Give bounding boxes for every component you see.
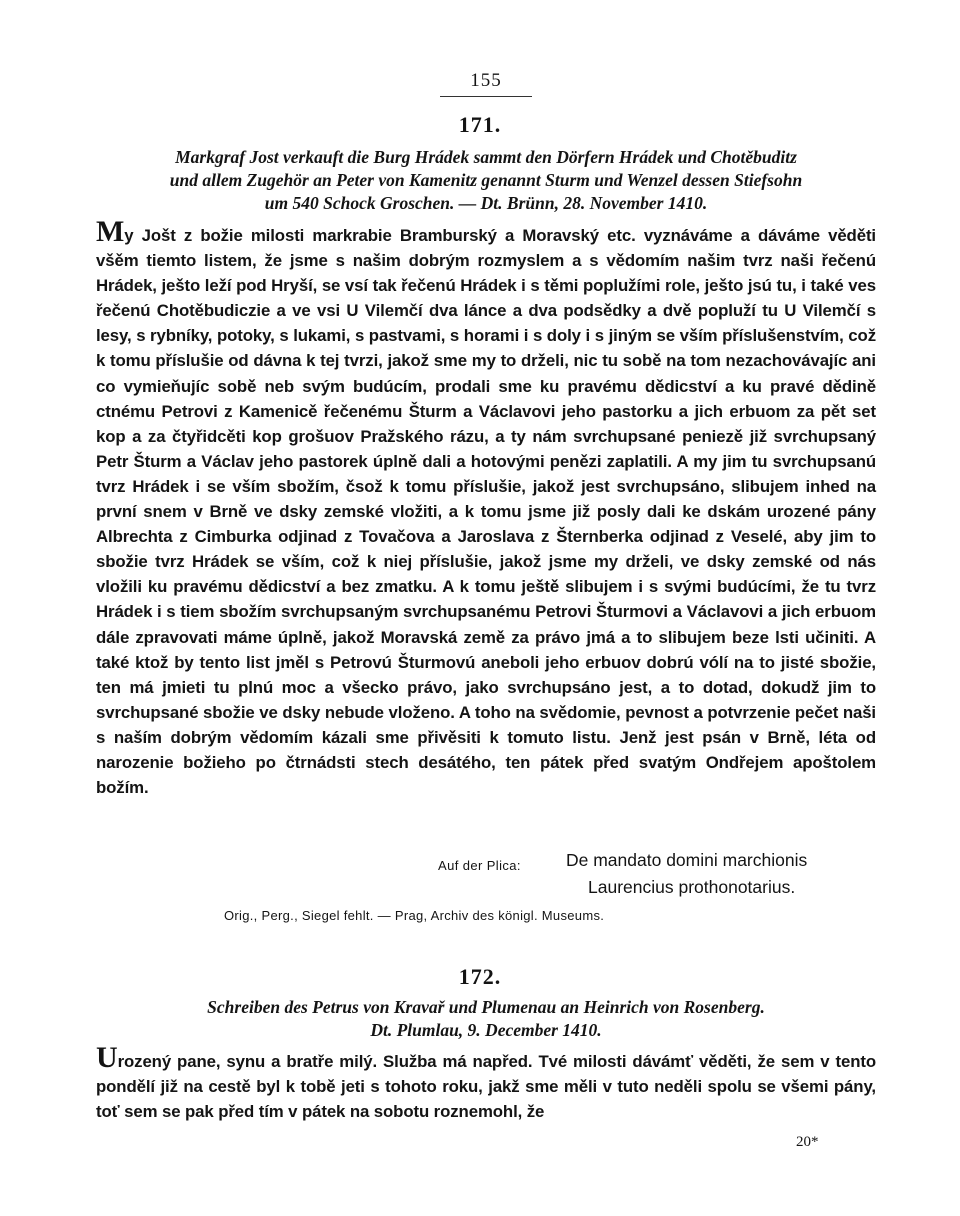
- page-number: 155: [470, 70, 502, 91]
- doc-172-body: [96, 1041, 876, 1124]
- doc-171-title-line: um 540 Schock Groschen. — Dt. Brünn, 28. November 1410.: [264, 193, 708, 213]
- page-number-rule: [440, 96, 532, 97]
- doc-171-initial: M: [96, 215, 125, 248]
- plica-line-2: Laurencius prothonotarius.: [588, 877, 796, 897]
- doc-172-text: rozený pane, synu a bratře milý. Služba má napřed. Tvé milosti dávámť věděti, že sem v tento pondělí již na cestě byl k tobě jeti s tohoto roku, jakž sme měli v tuto neděli spolu se všemi pány, toť sem se pak před tím v pátek na sobotu roznemohl, že: [96, 1052, 876, 1122]
- doc-172-title: [96, 996, 876, 1042]
- doc-171-number: 171.: [458, 112, 502, 137]
- doc-171-text: y Jošt z božie milosti markrabie Bramburský a Moravský etc. vyznáváme a dáváme věděti všěm tiemto listem, že jsme s našim dobrým rozmyslem a s vědomím našim tvrz naši řečenú Hrádek, ješto leží pod Hryší, se vsí tak řečenú Hrádek i s těmi poplužími role, ješto jsú tu, i také ves řečenú Chotěbudiczie a ve vsi U Vilemčí dva lánce a dva podsědky a dvě popluží tu U Vilemčí s lesy, s rybníky, potoky, s lukami, s pastvami, s horami i s doly i s jiným se vším příslušenstvím, což k tomu příslušie od dávna k tej tvrzi, jakož sme my to drželi, nic tu sobě na tom nezachovávajíc ani co vymieňujíc sobě neb svým budúcím, prodali sme ku pravému dědicství a ku pravé dědině ctnému Petrovi z Kamenicě řečenému Šturm a Václavovi jeho pastorku a jich erbuom za pět set kop a za čtyřidcěti kop grošuov Pražského rázu, a ty nám svrchupsané peniezě již svrchupsaný Petr Šturm a Václav jeho pastorek úplně dali a hotovými penězi zaplatili. A my jim tu svrchupsanú tvrz Hrádek i se vším sbožím, čsož k tomu příslušie, jakož jest svrchupsáno, slibujem inhed na první snem v Brně ve dsky zemské vložiti, a k tomu jsme již posly dali ke dskám urozené pány Albrechta z Cimburka odjinad z Tovačova a Jaroslava z Šternberka odjinad z Veselé, aby jim to sbožie tvrz Hrádek se vším, což k niej příslušie, jakož jsme my drželi, ve dsky zemské od nás vložili ku pravému dědicství a bez zmatku. A k tomu ještě slibujem i s svými budúcími, že tu tvrz Hrádek i s tiem sbožím svrchupsaným svrchupsanému Petrovi Šturmovi a Václavovi a jich erbuom dále zpravovati máme úplně, jakož Moravská země za právo jmá a to slibujem beze lsti učiniti. A také ktož by tento list jměl s Petrovú Šturmovú aneboli jeho erbuov dobrú vólí na to jisté sbožie, ten má jmieti tu plnú moc a všecko právo, jako svrchupsáno jest, a to dotad, dokudž jim to svrchupsané sbožie ve dsky nebude vloženo. A toho na svědomie, pevnost a potvrzenie pečet naši s naším dobrým vědomím kázali sme přivěsiti k tomuto listu. Jenž jest psán v Brně, léta od narozenie božieho po čtrnádsti stech desátého, ten pátek před svatým Ondřejem apoštolem božím.: [96, 226, 876, 798]
- source-note: Orig., Perg., Siegel fehlt. — Prag, Archiv des königl. Museums.: [224, 908, 605, 923]
- signature-mark: 20*: [796, 1134, 819, 1150]
- doc-171-title-line: und allem Zugehör an Peter von Kamenitz genannt Sturm und Wenzel dessen Stiefsohn: [169, 170, 803, 190]
- doc-172-number: 172.: [458, 964, 502, 989]
- doc-171-title-line: Markgraf Jost verkauft die Burg Hrádek sammt den Dörfern Hrádek und Chotěbuditz: [175, 147, 797, 167]
- doc-172-initial: U: [96, 1041, 118, 1074]
- doc-171-body: [96, 215, 876, 800]
- doc-171-title: [96, 146, 876, 215]
- plica-line-1: De mandato domini marchionis: [566, 850, 808, 870]
- doc-172-title-line: Schreiben des Petrus von Kravař und Plumenau an Heinrich von Rosenberg.: [207, 997, 765, 1017]
- doc-172-title-line: Dt. Plumlau, 9. December 1410.: [370, 1020, 602, 1040]
- plica-label: Auf der Plica:: [438, 858, 521, 873]
